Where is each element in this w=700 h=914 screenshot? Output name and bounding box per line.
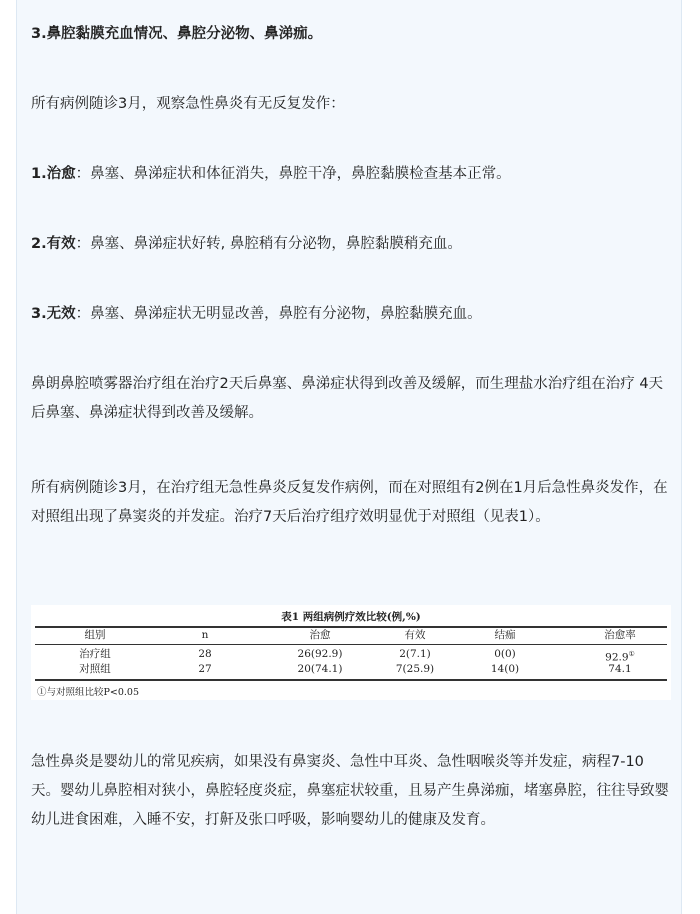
paragraph-ineffective-criteria: 3.无效：鼻塞、鼻涕症状无明显改善，鼻腔有分泌物，鼻腔黏膜充血。 [31,306,482,322]
table-bottom-rule [35,679,667,681]
paragraph-cured-criteria: 1.治愈：鼻塞、鼻涕症状和体征消失，鼻腔干净，鼻腔黏膜检查基本正常。 [31,166,511,182]
paragraph-discussion: 急性鼻炎是婴幼儿的常见疾病，如果没有鼻窦炎、急性中耳炎、急性咽喉炎等并发症，病程7-10 天。婴幼儿鼻腔相对狭小，鼻腔轻度炎症，鼻塞症状较重，且易产生鼻涕痂，堵塞鼻腔，往往导致婴幼儿进食困难，入睡不安，打鼾及张口呼吸，影响婴幼儿的健康及发育。 [31,754,669,828]
table-footnote: ①与对照组比较P<0.05 [37,687,140,698]
paragraph-treatment-result: 鼻朗鼻腔喷雾器治疗组在治疗2天后鼻塞、鼻涕症状得到改善及缓解，而生理盐水治疗组在治疗 4天后鼻塞、鼻涕症状得到改善及缓解。 [31,376,664,421]
paragraph-followup: 所有病例随诊3月，观察急性鼻炎有无反复发作： [31,96,345,112]
article-page [16,0,682,914]
table-row: 对照组 27 20(74.1) 7(25.9) 14(0) 74.1 [79,663,632,675]
table-header-row [35,629,667,642]
efficacy-table [31,605,671,700]
header-cured: 治愈 [309,629,331,641]
paragraph-section-3-heading: 3.鼻腔黏膜充血情况、鼻腔分泌物、鼻涕痂。 [31,26,323,42]
header-rate: 治愈率 [604,629,636,641]
table-header-rule [35,644,667,645]
header-effective: 有效 [404,629,426,641]
table-caption: 表1 两组病例疗效比较(例,%) [281,611,421,623]
table-row: 治疗组 28 26(92.9) 2(7.1) 0(0) 92.9① [79,648,635,664]
header-n: n [201,629,209,641]
header-group: 组别 [84,629,106,641]
paragraph-followup-result: 所有病例随诊3月，在治疗组无急性鼻炎反复发作病例，而在对照组有2例在1月后急性鼻炎发作，在对照组出现了鼻窦炎的并发症。治疗7天后治疗组疗效明显优于对照组（见表1）。 [31,480,668,525]
header-scab: 结痂 [494,629,516,641]
table-top-rule [35,626,667,628]
paragraph-effective-criteria: 2.有效：鼻塞、鼻涕症状好转, 鼻腔稍有分泌物，鼻腔黏膜稍充血。 [31,236,462,252]
